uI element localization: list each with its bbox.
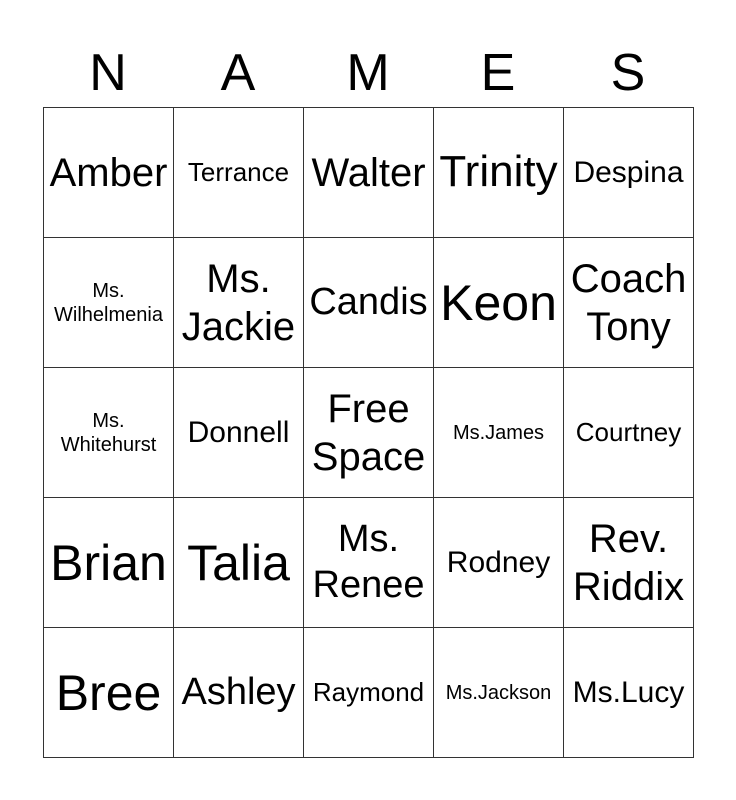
cell-label: Walter — [311, 150, 426, 195]
bingo-cell[interactable] — [44, 628, 174, 758]
cell-label: Amber — [49, 150, 168, 195]
cell-label: Trinity — [439, 147, 558, 197]
bingo-cell[interactable] — [44, 108, 174, 238]
bingo-cell[interactable] — [434, 108, 564, 238]
header-letter-n: N — [89, 44, 127, 102]
header-letter-e: E — [480, 44, 516, 102]
bingo-cell[interactable] — [304, 238, 434, 368]
bingo-cell[interactable] — [434, 238, 564, 368]
bingo-cell[interactable] — [44, 238, 174, 368]
bingo-cell[interactable] — [564, 498, 694, 628]
bingo-cell[interactable] — [174, 108, 304, 238]
bingo-cell[interactable] — [174, 368, 304, 498]
cell-label: Talia — [187, 534, 290, 591]
bingo-cell[interactable] — [304, 628, 434, 758]
cell-label: Ms. Jackie — [181, 256, 296, 349]
cell-label: Ms.Lucy — [572, 675, 685, 709]
bingo-cell[interactable] — [304, 498, 434, 628]
bingo-cell[interactable] — [564, 108, 694, 238]
cell-label: Raymond — [312, 676, 425, 707]
bingo-cell[interactable] — [174, 628, 304, 758]
header-letter-a: A — [220, 44, 256, 102]
bingo-cell[interactable] — [564, 368, 694, 498]
cell-label: Coach Tony — [570, 256, 687, 349]
bingo-cell[interactable] — [434, 498, 564, 628]
bingo-cell[interactable] — [564, 628, 694, 758]
cell-label: Ms. Whitehurst — [60, 409, 157, 456]
cell-label: Courtney — [575, 416, 682, 447]
cell-label: Ashley — [181, 670, 296, 713]
cell-label: Ms.Jackson — [445, 681, 552, 704]
bingo-cell[interactable] — [434, 368, 564, 498]
bingo-cell[interactable] — [174, 498, 304, 628]
cell-label: Ms.James — [452, 421, 545, 444]
cell-label: Despina — [573, 155, 684, 189]
cell-label: Rev. Riddix — [572, 516, 685, 609]
cell-label: Brian — [50, 534, 167, 591]
bingo-cell[interactable] — [44, 498, 174, 628]
cell-label: Ms. Wilhelmenia — [54, 279, 163, 326]
bingo-cell[interactable] — [174, 238, 304, 368]
cell-label: Terrance — [187, 156, 290, 187]
bingo-cell[interactable] — [44, 368, 174, 498]
cell-label: Free Space — [311, 386, 426, 479]
bingo-cell[interactable] — [564, 238, 694, 368]
header-letter-s: S — [610, 44, 646, 102]
cell-label: Ms. Renee — [312, 517, 425, 606]
cell-label: Rodney — [446, 545, 551, 579]
cell-label: Candis — [309, 280, 428, 323]
bingo-cell[interactable] — [304, 368, 434, 498]
bingo-header — [43, 42, 693, 104]
bingo-cell[interactable] — [304, 108, 434, 238]
header-letter-m: M — [346, 44, 390, 102]
cell-label: Keon — [440, 274, 557, 331]
cell-label: Donnell — [187, 415, 290, 449]
cell-label: Bree — [55, 664, 162, 721]
bingo-cell[interactable] — [434, 628, 564, 758]
bingo-grid — [43, 107, 694, 758]
